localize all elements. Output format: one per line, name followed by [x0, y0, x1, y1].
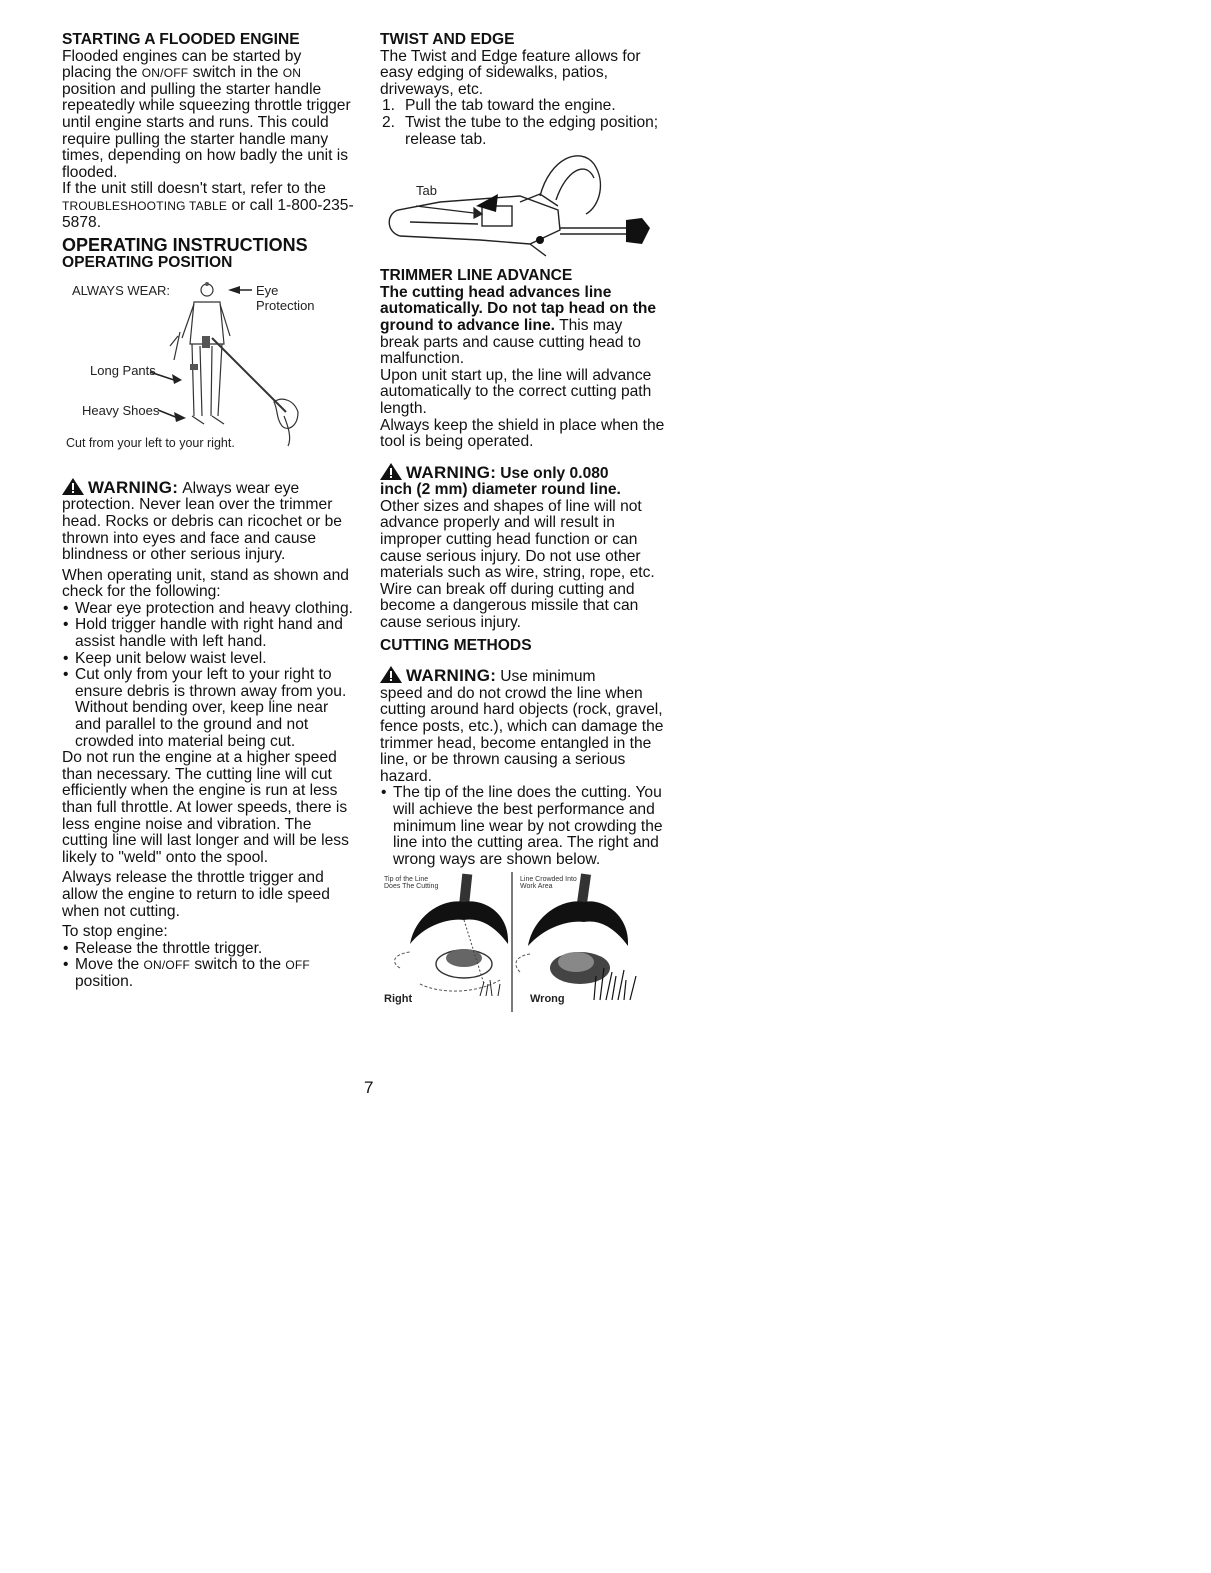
- list-item: 2. Twist the tube to the edging position; release tab.: [382, 113, 659, 148]
- cutting-tip-list: [380, 785, 665, 868]
- operating-instructions-heading: OPERATING INSTRUCTIONS: [62, 235, 308, 256]
- warning-triangle-icon: [62, 478, 84, 495]
- warning-line-size-bold: inch (2 mm) diameter round line.: [380, 481, 621, 499]
- fig-caption: Cut from your left to your right.: [66, 435, 235, 450]
- fig-label-crowded-2: Work Area: [520, 883, 553, 891]
- twist-edge-figure: [380, 148, 665, 266]
- stop-intro: To stop engine:: [62, 923, 168, 941]
- list-item: • Hold trigger handle with right hand and assist handle with left hand.: [62, 617, 354, 650]
- fig-label-tip-1: Tip of the Line: [384, 876, 429, 884]
- line-advance-startup: Upon unit start up, the line will advance automatically to the correct cutting path length.: [380, 366, 652, 417]
- warning-word: WARNING:: [88, 477, 179, 497]
- list-item: 1. Pull the tab toward the engine.: [382, 97, 616, 115]
- warning-word: WARNING:: [406, 462, 497, 482]
- line-advance-shield: Always keep the shield in place when the tool is being operated.: [380, 416, 665, 451]
- fig-label-always-wear: ALWAYS WEAR:: [72, 282, 170, 298]
- warning-triangle-icon: [380, 666, 402, 683]
- warning-line-size-line: WARNING: Use only 0.080: [380, 461, 665, 483]
- operating-position-figure: [62, 276, 354, 454]
- right-column: [380, 32, 665, 1012]
- twist-steps: [380, 98, 665, 148]
- list-item: • Keep unit below waist level.: [62, 651, 354, 668]
- list-item: • Release the throttle trigger.: [62, 941, 354, 958]
- flooded-engine-paragraph: Flooded engines can be started by placing the ON/OFF switch in the ON position and pulling the starter handle repeatedly while squeezing throttle trigger until engine starts and runs. This could require pulling the starter handle many times, depending on how badly the unit is flooded.: [62, 47, 351, 181]
- fig-label-protection: Protection: [256, 297, 315, 313]
- fig-label-tip-2: Does The Cutting: [384, 883, 439, 891]
- operating-checklist: [62, 601, 354, 750]
- fig-label-heavy-shoes: Heavy Shoes: [82, 402, 160, 418]
- fig-label-eye: Eye: [256, 282, 279, 298]
- twist-edge-heading: TWIST AND EDGE: [380, 31, 515, 48]
- warning-line-size-text: Other sizes and shapes of line will not advance properly and will result in improper cutting head function or can cause serious injury. Do not use other materials such as wire, string, rope, etc. Wire can break off during cutting and become a dangerous missile that can cause serious injury.: [380, 497, 655, 632]
- warning-speed-text: speed and do not crowd the line when cutting around hard objects (rock, gravel, fence posts, etc.), which can damage the trimmer head, become entangled in the line, or be thrown causing a serious hazard.: [380, 684, 664, 785]
- fig-label-crowded-1: Line Crowded Into: [520, 876, 577, 884]
- troubleshooting-paragraph: If the unit still doesn't start, refer to the TROUBLESHOOTING TABLE or call 1-800-235-5878.: [62, 180, 354, 231]
- warning-triangle-icon: [380, 463, 402, 480]
- stand-intro: When operating unit, stand as shown and check for the following:: [62, 566, 349, 601]
- twist-edge-paragraph: The Twist and Edge feature allows for easy edging of sidewalks, patios, driveways, etc.: [380, 47, 641, 98]
- page-number: 7: [364, 1078, 374, 1097]
- operating-position-heading: OPERATING POSITION: [62, 254, 233, 272]
- list-item: • The tip of the line does the cutting. You will achieve the best performance and minimum line wear by not crowding the line into the cutting area. The right and wrong ways are shown below.: [380, 785, 665, 868]
- cutting-head-illustration: [380, 872, 665, 1012]
- left-column: [62, 32, 354, 991]
- list-item: • Wear eye protection and heavy clothing.: [62, 601, 354, 618]
- line-advance-heading: TRIMMER LINE ADVANCE: [380, 267, 573, 285]
- stop-list: [62, 941, 354, 991]
- speed-paragraph: Do not run the engine at a higher speed than necessary. The cutting line will cut efficiently when the engine is run at less than full throttle. At lower speeds, there is less engine noise and vibration. The cutting line will last longer and will be less likely to "weld" onto the spool.: [62, 749, 349, 866]
- warning-word: WARNING:: [406, 666, 497, 686]
- fig-label-long-pants: Long Pants: [90, 362, 156, 378]
- warning-speed-line: WARNING: Use minimum: [380, 664, 665, 686]
- warning-eye-text: protection. Never lean over the trimmer head. Rocks or debris can ricochet or be thrown into eyes and face and cause blindness or other serious injury.: [62, 496, 342, 564]
- cutting-methods-heading: CUTTING METHODS: [380, 636, 532, 654]
- fig-label-wrong: Wrong: [530, 993, 565, 1006]
- release-paragraph: Always release the throttle trigger and allow the engine to return to idle speed when not cutting.: [62, 869, 330, 920]
- trimmer-handle-illustration: [380, 148, 665, 266]
- list-item: • Move the ON/OFF switch to the OFF position.: [62, 957, 354, 990]
- line-advance-paragraph: The cutting head advances line automatically. Do not tap head on the ground to advance line. This may break parts and cause cutting head to malfunction.: [380, 283, 657, 368]
- right-wrong-figure: [380, 872, 665, 1012]
- flooded-engine-heading: STARTING A FLOODED ENGINE: [62, 31, 300, 48]
- list-item: • Cut only from your left to your right to ensure debris is thrown away from you. Without bending over, keep line near and parallel to the ground and not crowded into material being cut.: [62, 667, 354, 750]
- fig-label-tab: Tab: [416, 183, 437, 199]
- fig-label-right: Right: [384, 993, 413, 1006]
- warning-eye-line: WARNING: Always wear eye: [62, 476, 354, 498]
